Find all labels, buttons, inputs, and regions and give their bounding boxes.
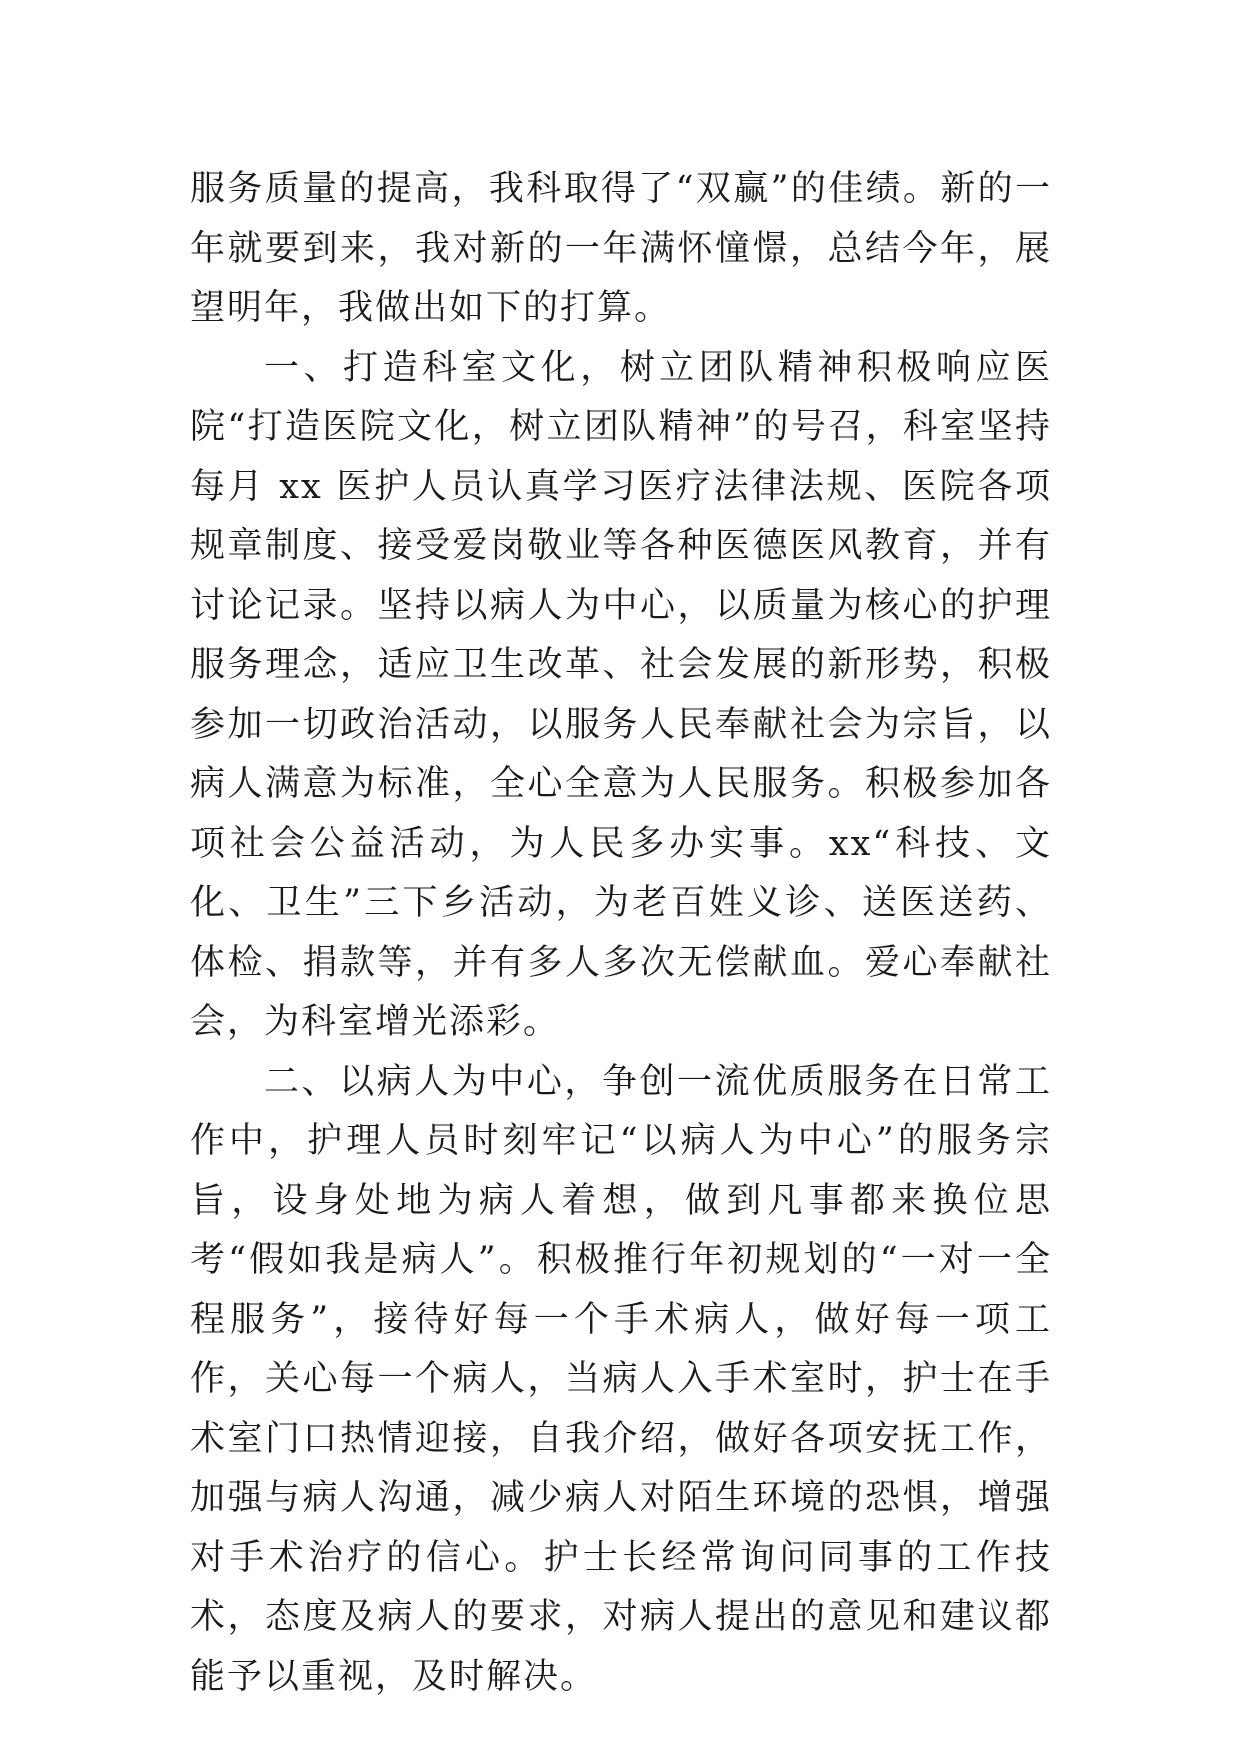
- paragraph-section-two: 二、以病人为中心，争创一流优质服务在日常工作中，护理人员时刻牢记“以病人为中心”的服务宗旨，设身处地为病人着想，做到凡事都来换位思考“假如我是病人”。积极推行年初规划的“一对一全程服务”，接待好每一个手术病人，做好每一项工作，关心每一个病人，当病人入手术室时，护士在手术室门口热情迎接，自我介绍，做好各项安抚工作，加强与病人沟通，减少病人对陌生环境的恐惧，增强对手术治疗的信心。护士长经常询问同事的工作技术，态度及病人的要求，对病人提出的意见和建议都能予以重视，及时解决。: [190, 1061, 1052, 1697]
- paragraph-continuation: 服务质量的提高，我科取得了“双赢”的佳绩。新的一年就要到来，我对新的一年满怀憧憬，总结今年，展望明年，我做出如下的打算。: [190, 169, 1052, 328]
- paragraph-section-one: 一、打造科室文化，树立团队精神积极响应医院“打造医院文化，树立团队精神”的号召，科室坚持每月 xx 医护人员认真学习医疗法律法规、医院各项规章制度、接受爱岗敬业等各种医德医风教育，并有讨论记录。坚持以病人为中心，以质量为核心的护理服务理念，适应卫生改革、社会发展的新形势，积极参加一切政治活动，以服务人民奉献社会为宗旨，以病人满意为标准，全心全意为人民服务。积极参加各项社会公益活动，为人民多办实事。xx“科技、文化、卫生”三下乡活动，为老百姓义诊、送医送药、体检、捐款等，并有多人多次无偿献血。爱心奉献社会，为科室增光添彩。: [190, 347, 1052, 1042]
- document-body: [190, 160, 1052, 1707]
